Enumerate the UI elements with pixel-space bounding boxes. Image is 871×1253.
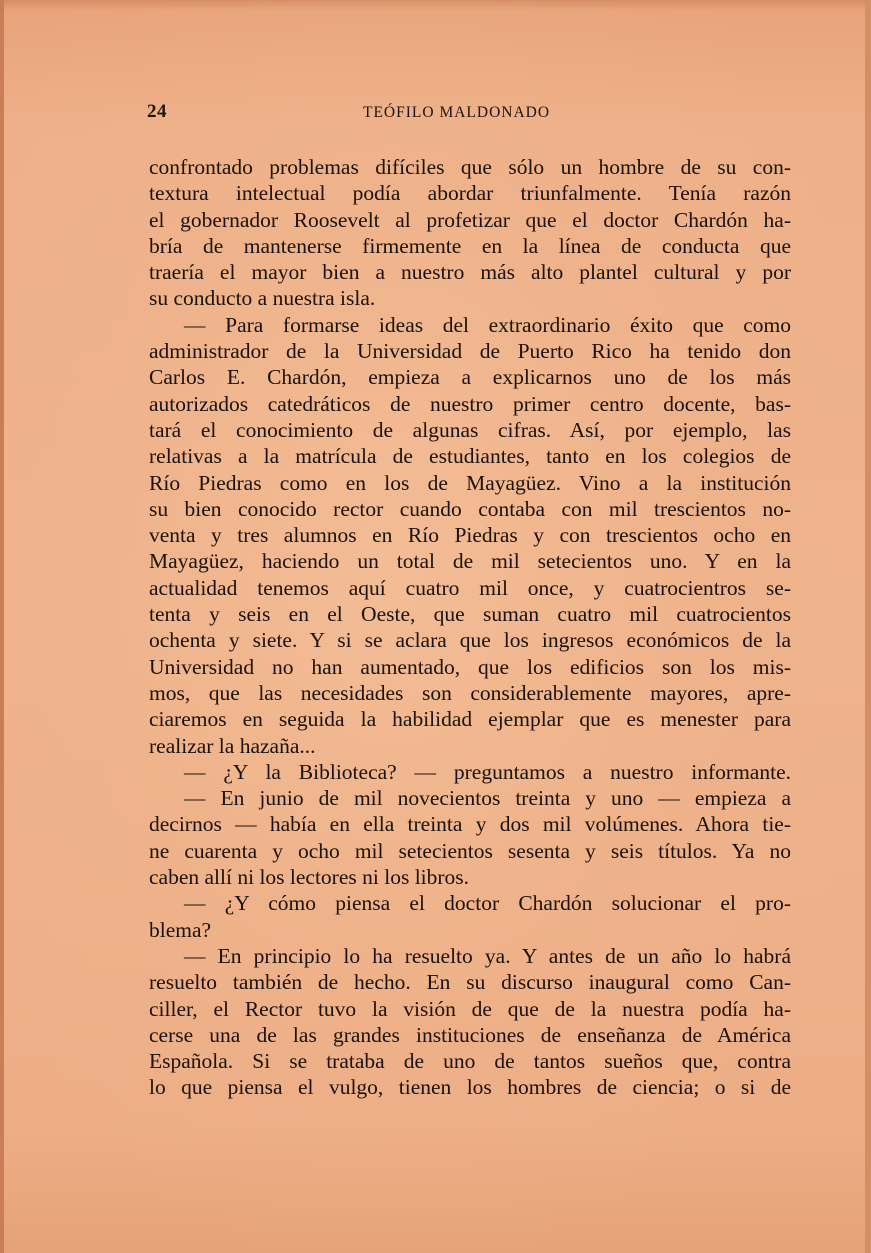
text-line: relativas a la matrícula de estudiantes, tanto en los colegios de bbox=[149, 444, 791, 469]
text-line: decirnos — había en ella treinta y dos mil volúmenes. Ahora tie- bbox=[149, 812, 791, 837]
text-line: Río Piedras como en los de Mayagüez. Vino a la institución bbox=[149, 470, 791, 495]
text-line: su conducto a nuestra isla. bbox=[149, 286, 376, 311]
text-line: — En principio lo ha resuelto ya. Y antes de un año lo habrá bbox=[184, 943, 791, 968]
text-line: ciaremos en seguida la habilidad ejemplar que es menester para bbox=[149, 707, 791, 732]
text-line: administrador de la Universidad de Puerto Rico ha tenido don bbox=[149, 339, 791, 364]
text-line: — Para formarse ideas del extraordinario éxito que como bbox=[184, 312, 791, 337]
text-line: Española. Si se trataba de uno de tantos sueños que, contra bbox=[149, 1049, 791, 1074]
text-line: — ¿Y cómo piensa el doctor Chardón solucionar el pro- bbox=[184, 891, 791, 916]
text-line: tenta y seis en el Oeste, que suman cuatro mil cuatrocientos bbox=[149, 602, 791, 627]
text-line: traería el mayor bien a nuestro más alto plantel cultural y por bbox=[149, 260, 791, 285]
text-line: caben allí ni los lectores ni los libros. bbox=[149, 865, 470, 890]
text-line: mos, que las necesidades son considerablemente mayores, apre- bbox=[149, 680, 791, 705]
text-line: textura intelectual podía abordar triunfalmente. Tenía razón bbox=[149, 181, 791, 206]
text-line: lo que piensa el vulgo, tienen los hombres de ciencia; o si de bbox=[149, 1075, 791, 1100]
text-line: — ¿Y la Biblioteca? — preguntamos a nuestro informante. bbox=[184, 759, 791, 784]
text-line: resuelto también de hecho. En su discurso inaugural como Can- bbox=[149, 970, 791, 995]
text-line: autorizados catedráticos de nuestro primer centro docente, bas- bbox=[149, 391, 791, 416]
text-line: Universidad no han aumentado, que los edificios son los mis- bbox=[149, 654, 791, 679]
text-line: ne cuarenta y ocho mil setecientos sesenta y seis títulos. Ya no bbox=[149, 838, 791, 863]
body-text bbox=[149, 154, 791, 1101]
text-line: realizar la hazaña... bbox=[149, 733, 316, 758]
running-head-author: TEÓFILO MALDONADO bbox=[363, 104, 551, 121]
text-line: ciller, el Rector tuvo la visión de que de la nuestra podía ha- bbox=[149, 996, 791, 1021]
text-line: bría de mantenerse firmemente en la línea de conducta que bbox=[149, 233, 791, 258]
text-line: Carlos E. Chardón, empieza a explicarnos uno de los más bbox=[149, 365, 791, 390]
text-line: cerse una de las grandes instituciones de enseñanza de América bbox=[149, 1022, 791, 1047]
text-line: blema? bbox=[149, 917, 212, 942]
running-header bbox=[147, 101, 789, 127]
text-line: tará el conocimiento de algunas cifras. Así, por ejemplo, las bbox=[149, 417, 791, 442]
text-line: venta y tres alumnos en Río Piedras y con trescientos ocho en bbox=[149, 523, 791, 548]
text-line: su bien conocido rector cuando contaba con mil trescientos no- bbox=[149, 496, 791, 521]
page-number: 24 bbox=[147, 101, 167, 122]
text-line: el gobernador Roosevelt al profetizar que el doctor Chardón ha- bbox=[149, 207, 791, 232]
text-line: ochenta y siete. Y si se aclara que los ingresos económicos de la bbox=[149, 628, 791, 653]
text-line: Mayagüez, haciendo un total de mil setecientos uno. Y en la bbox=[149, 549, 791, 574]
text-line: actualidad tenemos aquí cuatro mil once, y cuatrocientros se- bbox=[149, 575, 791, 600]
text-line: confrontado problemas difíciles que sólo un hombre de su con- bbox=[149, 155, 791, 179]
page-edge-shadow bbox=[4, 0, 865, 10]
text-line: — En junio de mil novecientos treinta y uno — empieza a bbox=[184, 786, 791, 811]
